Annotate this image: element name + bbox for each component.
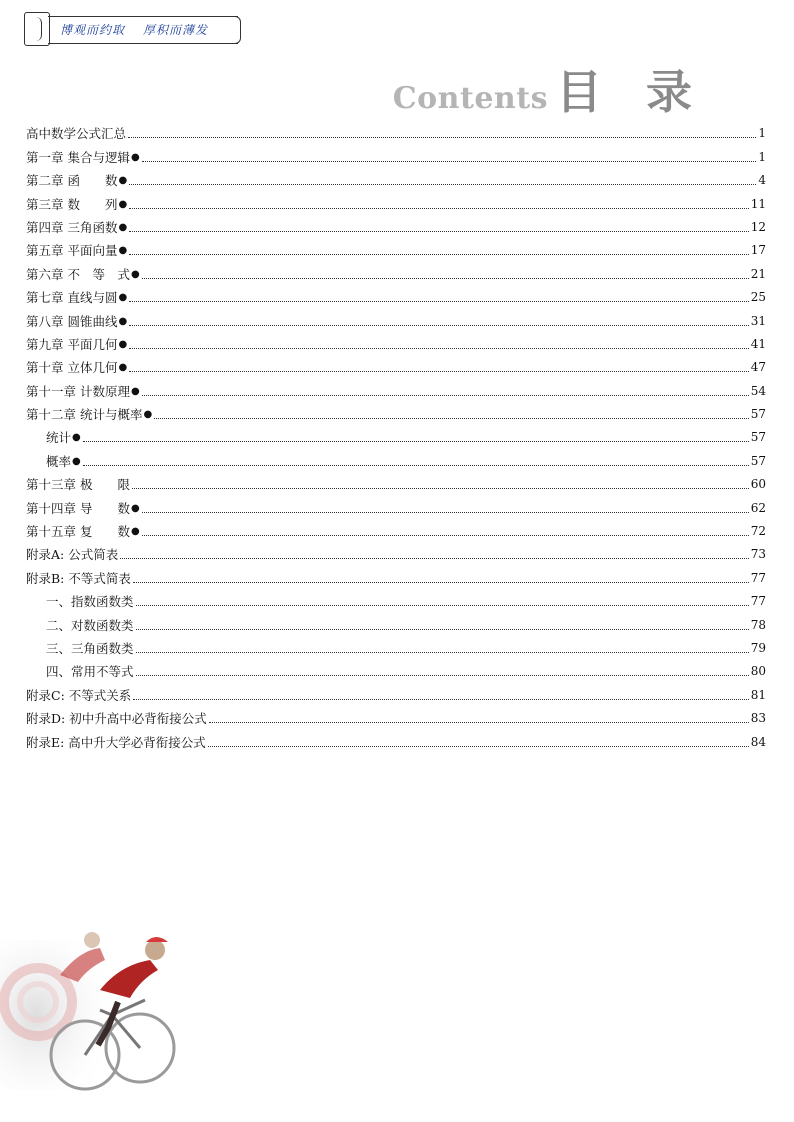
toc-entry-page: 84 [750, 734, 766, 749]
dot-leader [142, 394, 749, 396]
scroll-roll-icon [24, 12, 50, 46]
apple-icon: ● [118, 198, 128, 210]
apple-icon: ● [118, 292, 128, 304]
cyclist-illustration [0, 920, 190, 1100]
toc-entry-page: 78 [750, 617, 766, 632]
toc-entry-label: 附录C: 不等式关系 [26, 687, 132, 703]
toc-entry-label: 第三章 数 列 [26, 196, 118, 212]
dot-leader [129, 370, 749, 372]
toc-entry[interactable] [26, 375, 766, 398]
dot-leader [142, 160, 757, 162]
toc-entry[interactable] [26, 212, 766, 235]
toc-entry[interactable] [26, 609, 766, 632]
toc-entry-label: 统计 [46, 430, 72, 446]
toc-entry-label: 第二章 函 数 [26, 173, 118, 189]
toc-entry[interactable] [26, 516, 766, 539]
dot-leader [142, 511, 749, 513]
dot-leader [142, 277, 749, 279]
toc-entry-page: 57 [750, 453, 766, 468]
toc-entry[interactable] [26, 258, 766, 281]
dot-leader [128, 136, 756, 138]
toc-entry-page: 54 [750, 383, 766, 398]
apple-icon: ● [118, 362, 128, 374]
toc-entry[interactable] [26, 656, 766, 679]
apple-icon: ● [72, 432, 81, 444]
toc-entry-label: 第十四章 导 数 [26, 500, 130, 516]
page-title [393, 56, 706, 122]
toc-entry-label: 高中数学公式汇总 [26, 126, 127, 142]
toc-entry-page: 41 [750, 336, 766, 351]
toc-entry-label: 第四章 三角函数 [26, 219, 118, 235]
toc-entry-page: 62 [750, 500, 766, 515]
toc-entry-page: 79 [750, 640, 766, 655]
toc-entry[interactable] [26, 118, 766, 141]
toc-entry[interactable] [26, 399, 766, 422]
toc-entry-label: 第十五章 复 数 [26, 524, 130, 540]
toc-entry-label: 第五章 平面向量 [26, 243, 118, 259]
toc-entry-page: 77 [750, 570, 766, 585]
dot-leader [136, 651, 749, 653]
toc-entry-label: 二、对数函数类 [46, 617, 134, 633]
apple-icon: ● [118, 315, 128, 327]
dot-leader [142, 534, 749, 536]
dot-leader [129, 207, 749, 209]
toc-entry-page: 25 [750, 290, 766, 305]
toc-entry[interactable] [26, 445, 766, 468]
toc-entry[interactable] [26, 235, 766, 258]
toc-entry[interactable] [26, 586, 766, 609]
dot-leader [132, 487, 749, 489]
toc-entry-page: 11 [750, 196, 766, 211]
apple-icon: ● [130, 268, 140, 280]
toc-entry-label: 第一章 集合与逻辑 [26, 149, 130, 165]
dot-leader [129, 183, 756, 185]
toc-entry-page: 57 [750, 430, 766, 445]
apple-icon: ● [118, 221, 128, 233]
toc-entry[interactable] [26, 726, 766, 749]
title-chinese: 目 录 [555, 65, 706, 119]
toc-entry-label: 附录D: 初中升高中必背衔接公式 [26, 711, 207, 727]
toc-entry[interactable] [26, 165, 766, 188]
dot-leader [120, 557, 749, 559]
dot-leader [136, 628, 749, 630]
toc-entry[interactable] [26, 305, 766, 328]
apple-icon: ● [130, 385, 140, 397]
toc-entry[interactable] [26, 703, 766, 726]
toc-entry-page: 4 [758, 173, 766, 188]
header-banner [24, 12, 240, 46]
dot-leader [129, 300, 749, 302]
toc-entry-page: 72 [750, 524, 766, 539]
toc-entry-page: 60 [750, 477, 766, 492]
toc-entry[interactable] [26, 141, 766, 164]
toc-entry[interactable] [26, 329, 766, 352]
apple-icon: ● [130, 526, 140, 538]
toc-entry-page: 47 [750, 360, 766, 375]
motto [60, 21, 226, 38]
toc-entry[interactable] [26, 679, 766, 702]
dot-leader [136, 604, 749, 606]
toc-entry-page: 80 [750, 664, 766, 679]
toc-entry-page: 17 [750, 243, 766, 258]
toc-entry[interactable] [26, 492, 766, 515]
apple-icon: ● [130, 502, 140, 514]
toc-entry[interactable] [26, 562, 766, 585]
toc-entry-page: 77 [750, 594, 766, 609]
toc-entry-label: 三、三角函数类 [46, 640, 134, 656]
apple-icon: ● [72, 455, 81, 467]
toc-entry-label: 附录B: 不等式简表 [26, 570, 131, 586]
toc-entry-label: 附录E: 高中升大学必背衔接公式 [26, 734, 206, 750]
motto-right: 厚积而薄发 [143, 23, 209, 37]
toc-entry-label: 第八章 圆锥曲线 [26, 313, 118, 329]
toc-entry-label: 概率 [46, 453, 72, 469]
dot-leader [129, 253, 749, 255]
dot-leader [136, 674, 749, 676]
title-english: Contents [392, 81, 548, 116]
toc-entry[interactable] [26, 633, 766, 656]
toc-entry-label: 第六章 不 等 式 [26, 266, 130, 282]
toc-entry[interactable] [26, 422, 766, 445]
toc-entry-label: 第十二章 统计与概率 [26, 407, 143, 423]
toc-entry-page: 12 [750, 219, 766, 234]
toc-entry-label: 第十三章 极 限 [26, 477, 130, 493]
toc-entry[interactable] [26, 469, 766, 492]
toc-entry-label: 一、指数函数类 [46, 594, 134, 610]
toc-entry-label: 第十章 立体几何 [26, 360, 118, 376]
toc-entry-page: 1 [758, 126, 766, 141]
toc-entry-label: 四、常用不等式 [46, 664, 134, 680]
apple-icon: ● [130, 151, 140, 163]
toc-entry[interactable] [26, 188, 766, 211]
apple-icon: ● [118, 245, 128, 257]
toc-entry-label: 第十一章 计数原理 [26, 383, 130, 399]
toc-entry-label: 第七章 直线与圆 [26, 290, 118, 306]
toc-entry[interactable] [26, 282, 766, 305]
toc-entry-page: 21 [750, 266, 766, 281]
table-of-contents [26, 118, 766, 750]
toc-entry-page: 81 [750, 687, 766, 702]
toc-entry-page: 1 [758, 149, 766, 164]
dot-leader [208, 745, 749, 747]
toc-entry-page: 31 [750, 313, 766, 328]
dot-leader [129, 324, 749, 326]
dot-leader [133, 581, 749, 583]
toc-entry-page: 83 [750, 711, 766, 726]
dot-leader [129, 347, 749, 349]
dot-leader [133, 698, 748, 700]
apple-icon: ● [118, 338, 128, 350]
toc-entry-label: 第九章 平面几何 [26, 336, 118, 352]
dot-leader [209, 721, 749, 723]
toc-entry-label: 附录A: 公式简表 [26, 547, 119, 563]
dot-leader [83, 464, 749, 466]
dot-leader [129, 230, 749, 232]
toc-entry-page: 57 [750, 407, 766, 422]
dot-leader [154, 417, 749, 419]
dot-leader [83, 440, 749, 442]
motto-left: 博观而约取 [60, 23, 126, 37]
apple-icon: ● [143, 409, 153, 421]
toc-entry-page: 73 [750, 547, 766, 562]
apple-icon: ● [118, 175, 128, 187]
toc-entry[interactable] [26, 352, 766, 375]
toc-entry[interactable] [26, 539, 766, 562]
